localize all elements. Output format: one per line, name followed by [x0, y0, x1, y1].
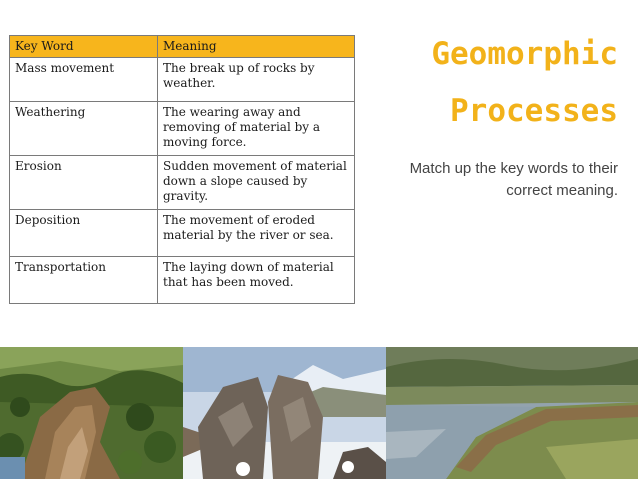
eroded-riverbank-photo: [386, 347, 638, 479]
page-title: [358, 26, 618, 140]
meaning-cell: The wearing away and removing of material by a moving force.: [158, 102, 355, 156]
header-key-word: Key Word: [10, 36, 158, 58]
meaning-cell: Sudden movement of material down a slope caused by gravity.: [158, 156, 355, 210]
key-word-cell: Deposition: [10, 210, 158, 257]
table-row: [10, 102, 355, 156]
table-row: [10, 210, 355, 257]
table-row: [10, 156, 355, 210]
key-word-table: [9, 35, 355, 304]
weathered-split-rock-photo: [183, 347, 386, 479]
table-row: [10, 257, 355, 304]
instruction-text: Match up the key words to their correct meaning.: [409, 160, 618, 199]
table-header-row: [10, 36, 355, 58]
meaning-cell: The laying down of material that has been moved.: [158, 257, 355, 304]
key-word-cell: Weathering: [10, 102, 158, 156]
meaning-cell: The movement of eroded material by the river or sea.: [158, 210, 355, 257]
key-word-cell: Erosion: [10, 156, 158, 210]
title-line-1: Geomorphic: [431, 36, 618, 72]
key-word-cell: Transportation: [10, 257, 158, 304]
table-row: [10, 58, 355, 102]
title-line-2: Processes: [450, 93, 618, 129]
meaning-cell: The break up of rocks by weather.: [158, 58, 355, 102]
key-word-cell: Mass movement: [10, 58, 158, 102]
header-meaning: Meaning: [158, 36, 355, 58]
landslide-cliff-photo: [0, 347, 183, 479]
